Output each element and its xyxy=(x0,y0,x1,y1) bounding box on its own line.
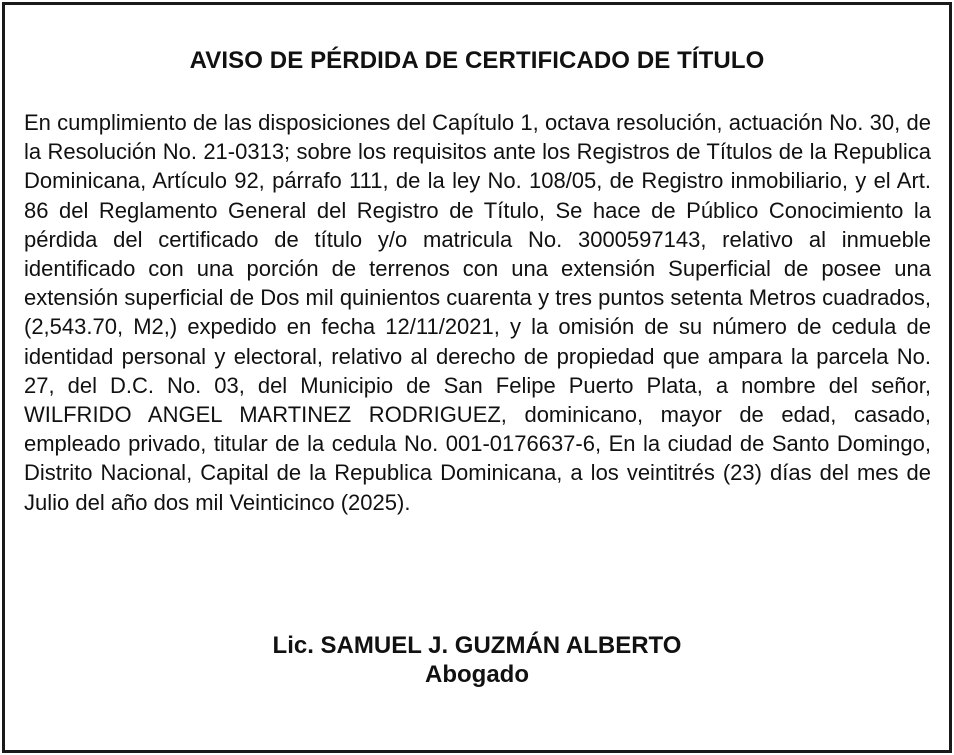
signature-block xyxy=(5,631,949,689)
notice-body: En cumplimiento de las disposiciones del Capítulo 1, octava resolución, actuación No. 30, de la Resolución No. 21-0313; sobre los requisitos ante los Registros de Títulos de la Republica Dominicana, Artículo 92, párrafo 111, de la ley No. 108/05, de Registro inmobiliario, y el Art. 86 del Reglamento General del Registro de Título, Se hace de Público Conocimiento la pérdida del certificado de título y/o matricula No. 3000597143, relativo al inmueble identificado con una porción de terrenos con una extensión Superficial de posee una extensión superficial de Dos mil quinientos cuarenta y tres puntos setenta Metros cuadrados, (2,543.70, M2,) expedido en fecha 12/11/2021, y la omisión de su número de cedula de identidad personal y electoral, relativo al derecho de propiedad que ampara la parcela No. 27, del D.C. No. 03, del Municipio de San Felipe Puerto Plata, a nombre del señor, WILFRIDO ANGEL MARTINEZ RODRIGUEZ, dominicano, mayor de edad, casado, empleado privado, titular de la cedula No. 001-0176637-6, En la ciudad de Santo Domingo, Distrito Nacional, Capital de la Republica Dominicana, a los veintitrés (23) días del mes de Julio del año dos mil Veinticinco (2025). xyxy=(24,110,931,515)
legal-notice-box xyxy=(2,2,952,753)
notice-title: AVISO DE PÉRDIDA DE CERTIFICADO DE TÍTULO xyxy=(189,47,765,74)
signer-name: Lic. SAMUEL J. GUZMÁN ALBERTO xyxy=(272,632,682,659)
signer-role: Abogado xyxy=(425,661,529,688)
